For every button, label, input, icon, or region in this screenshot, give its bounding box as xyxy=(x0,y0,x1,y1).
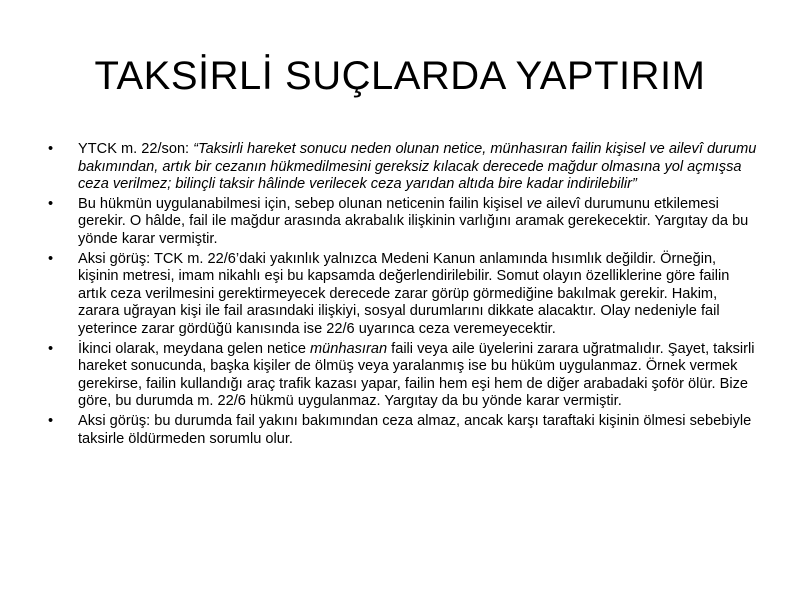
bullet-text: ailevî durumunu etkilemesi gerekir. O hâlde, fail ile mağdur arasında akrabalık ilişkinin varlığını aramak gerekecektir. Yargıtay da bu yönde karar vermiştir. xyxy=(78,195,749,247)
bullet-item-3 xyxy=(48,251,760,339)
bullet-lead-text: YTCK m. 22/son: xyxy=(78,141,194,157)
bullet-item-5 xyxy=(48,413,760,448)
bullet-dot-icon: • xyxy=(48,250,54,267)
bullet-text: Aksi görüş: bu durumda fail yakını bakımından ceza almaz, ancak karşı taraftaki kişinin ölmesi sebebiyle taksirle öldürmeden sorumlu olur. xyxy=(78,412,752,447)
bullet-dot-icon: • xyxy=(48,141,54,157)
bullet-dot-icon: • xyxy=(48,412,54,429)
bullet-text: faili veya aile üyelerini zarara uğratmalıdır. Şayet, taksirli hareket sonucunda, başka kişiler de ölmüş veya yaralanmış ise bu hüküm uygulanmaz. Örnek vermek gerekirse, failin kullandığı araç trafik kazası yapar, failin hem eşi hem de diğer arabadaki şoför ölür. Bize göre, bu durumda m. 22/6 hükmü uygulanmaz. Yargıtay da bu yönde karar vermiştir. xyxy=(78,340,755,410)
bullet-item-1 xyxy=(48,141,760,194)
bullet-dot-icon: • xyxy=(48,340,54,357)
emphasis-text: ve xyxy=(526,195,543,212)
bullet-text: İkinci olarak, meydana gelen netice xyxy=(78,340,311,357)
bullet-text: Aksi görüş: TCK m. 22/6’daki yakınlık yalnızca Medeni Kanun anlamında hısımlık değildir. Örneğin, kişinin metresi, imam nikahlı eşi bu kapsamda değerlendirilebilir. Somut olayın özelliklerine göre failin artık ceza verilmesini gerektirmeyecek derecede zarar görüp görmediğine bakılmak gerekir. Hakim, zarara uğrayan kişi ile fail arasındaki ilişkiyi, sosyal durumlarını dikkate alacaktır. Olay nedeniyle fail yeterince zarar gördüğü kanısında ise 22/6 uyarınca ceza veremeyecektir. xyxy=(78,250,730,337)
bullet-list xyxy=(48,141,760,448)
slide-title: TAKSİRLİ SUÇLARDA YAPTIRIM xyxy=(94,54,706,98)
bullet-text: Bu hükmün uygulanabilmesi için, sebep olunan neticenin failin kişisel xyxy=(78,195,527,212)
emphasis-text: münhasıran xyxy=(310,340,388,357)
law-quote: “Taksirli hareket sonucu neden olunan netice, münhasıran failin kişisel ve ailevî durumu bakımından, artık bir cezanın hükmedilmesini gereksiz kılacak derecede mağdur olmasına yol açmışsa ceza verilmez; bilinçli taksir hâlinde verilecek ceza yarıdan altıda bire kadar indirilebilir” xyxy=(78,141,757,193)
bullet-item-2 xyxy=(48,196,760,249)
bullet-item-4 xyxy=(48,341,760,411)
bullet-dot-icon: • xyxy=(48,195,54,212)
